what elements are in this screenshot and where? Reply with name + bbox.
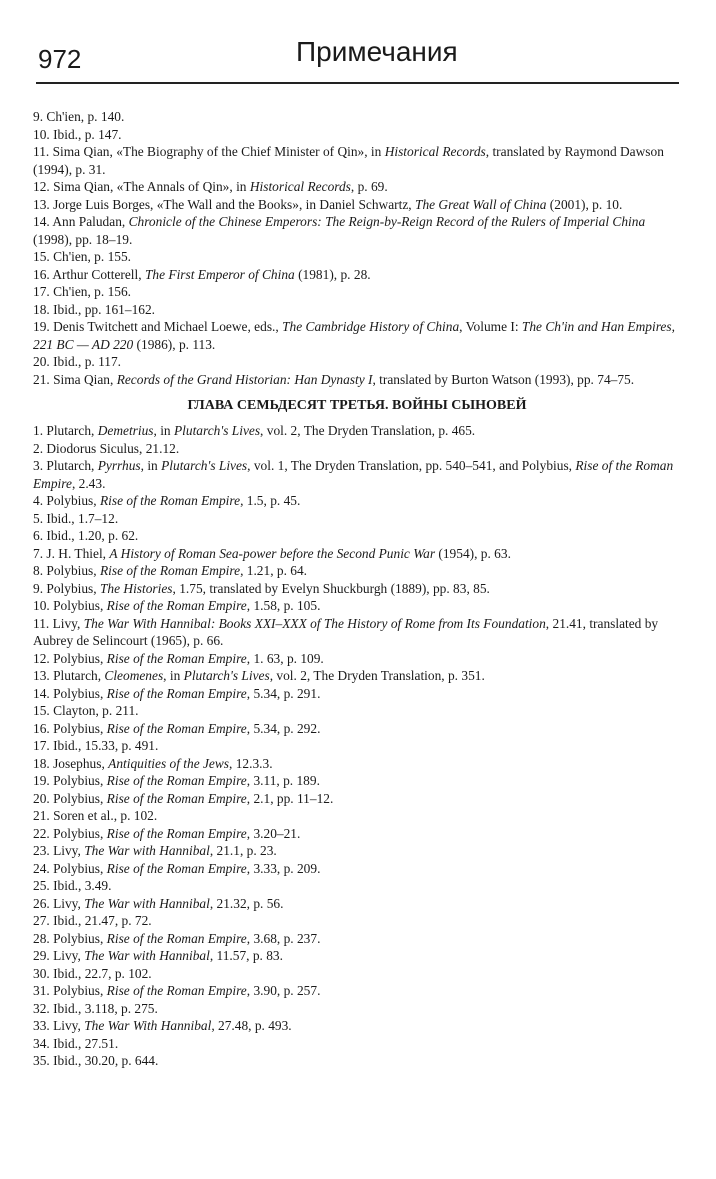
note-text: 18. Ibid., pp. 161–162. <box>33 301 155 317</box>
note-text: , 1. 63, p. 109. <box>246 650 324 666</box>
note-text: 13. Plutarch, <box>33 668 105 683</box>
notes-chapter-73 <box>33 422 681 1070</box>
note-text: 24. Polybius, <box>33 860 107 876</box>
note-text: 12. Sima Qian, «The Annals of Qin», in <box>33 179 250 194</box>
note-text: , 21.32, p. 56. <box>209 895 284 911</box>
note-text: , 1.5, p. 45. <box>240 493 301 508</box>
note-title-italic: Rise of the Roman Empire <box>106 598 247 613</box>
endnote-item <box>33 842 681 860</box>
note-title-italic: Pyrrhus <box>97 458 141 473</box>
endnote-item <box>33 178 681 196</box>
note-text: 35. Ibid., 30.20, p. 644. <box>33 1053 159 1068</box>
endnote-item <box>33 982 681 1000</box>
note-text: 9. Ch'ien, p. 140. <box>33 109 125 124</box>
note-title-italic: The War with Hannibal <box>84 948 210 963</box>
note-text: 11. Livy, <box>33 615 84 631</box>
endnote-item <box>33 1017 681 1035</box>
note-text: 20. Polybius, <box>33 790 107 806</box>
note-text: , 1.21, p. 64. <box>240 563 308 578</box>
endnote-item <box>33 790 681 808</box>
note-title-italic: Rise of the Roman Empire <box>99 563 241 578</box>
note-text: 3. Plutarch, <box>33 458 98 473</box>
note-title-italic: Rise of the Roman Empire <box>106 825 247 841</box>
note-title-italic: The Cambridge History of China <box>282 319 460 334</box>
note-text: 19. Denis Twitchett and Michael Loewe, eds., <box>33 319 283 334</box>
note-title-italic: The Histories <box>99 580 173 596</box>
note-text: , translated by Raymond Dawson (1994), p. 31. <box>33 144 664 177</box>
note-title-italic: Demetrius <box>97 423 154 438</box>
note-text: 1. Plutarch, <box>33 423 98 438</box>
note-text: 16. Polybius, <box>33 720 107 736</box>
note-text: 14. Ann Paludan, <box>33 214 129 229</box>
note-text: 19. Polybius, <box>33 773 107 788</box>
endnote-item <box>33 126 681 144</box>
note-title-italic: Rise of the Roman Empire <box>99 493 241 508</box>
endnote-item <box>33 912 681 930</box>
note-text: 7. J. H. Thiel, <box>33 545 110 561</box>
endnote-item <box>33 108 681 126</box>
note-text: , 27.48, p. 493. <box>211 1018 292 1033</box>
note-title-italic: Rise of the Roman Empire <box>106 860 247 876</box>
note-text: , 3.68, p. 237. <box>246 930 321 946</box>
note-text: 33. Livy, <box>33 1018 85 1033</box>
note-title-italic: The First Emperor of China <box>144 266 295 282</box>
note-text: 23. Livy, <box>33 843 85 858</box>
endnote-item <box>33 248 681 266</box>
note-text: , Volume I: <box>459 319 522 334</box>
note-title-italic: The War With Hannibal: Books XXI–XXX of The History of Rome from Its Foundation <box>83 615 546 631</box>
running-title: Примечания <box>296 36 458 67</box>
note-text: 17. Ch'ien, p. 156. <box>33 284 132 299</box>
note-text: 29. Livy, <box>33 948 85 963</box>
note-title-italic: The War with Hannibal <box>84 895 210 911</box>
note-text: 10. Polybius, <box>33 598 107 613</box>
endnote-item <box>33 301 681 319</box>
endnote-item <box>33 755 681 773</box>
endnote-item <box>33 457 681 492</box>
endnote-item <box>33 266 681 284</box>
endnote-item <box>33 545 681 563</box>
endnote-item <box>33 371 681 389</box>
note-title-italic: Plutarch's Lives <box>173 423 261 438</box>
note-title-italic: The War with Hannibal <box>84 843 210 858</box>
note-title-italic: Records of the Grand Historian: Han Dynasty I <box>116 371 373 387</box>
note-title-italic: The Ch'in and Han Empires, 221 BC — AD 220 <box>33 319 675 352</box>
endnote-item <box>33 807 681 825</box>
endnote-item <box>33 947 681 965</box>
note-title-italic: The Great Wall of China <box>415 196 547 212</box>
endnote-item <box>33 353 681 371</box>
note-title-italic: Rise of the Roman Empire <box>106 790 247 806</box>
endnote-item <box>33 580 681 598</box>
note-text: 9. Polybius, <box>33 580 100 596</box>
note-text: , p. 69. <box>350 179 388 194</box>
note-text: , vol. 1, The Dryden Translation, pp. 540–541, and Polybius, <box>247 458 576 473</box>
note-text: , 3.11, p. 189. <box>246 773 320 788</box>
note-text: , 2.43. <box>71 475 106 491</box>
note-title-italic: Rise of the Roman Empire <box>106 720 247 736</box>
note-text: 17. Ibid., 15.33, p. 491. <box>33 738 159 753</box>
note-text: 5. Ibid., 1.7–12. <box>33 510 119 526</box>
endnote-item <box>33 965 681 983</box>
note-text: , 1.75, translated by Evelyn Shuckburgh (1889), pp. 83, 85. <box>172 580 490 596</box>
endnote-item <box>33 213 681 248</box>
endnote-item <box>33 1052 681 1070</box>
note-text: , 5.34, p. 291. <box>246 685 321 701</box>
note-text: 4. Polybius, <box>33 493 100 508</box>
note-text: 15. Clayton, p. 211. <box>33 703 139 718</box>
note-text: 12. Polybius, <box>33 650 107 666</box>
endnote-item <box>33 562 681 580</box>
note-title-italic: Chronicle of the Chinese Emperors: The Reign-by-Reign Record of the Rulers of Imperial China <box>128 214 646 229</box>
note-text: 10. Ibid., p. 147. <box>33 126 122 142</box>
note-text: 20. Ibid., p. 117. <box>33 354 122 369</box>
endnote-item <box>33 440 681 458</box>
note-text: 26. Livy, <box>33 895 85 911</box>
note-text: 31. Polybius, <box>33 983 107 998</box>
chapter-heading: ГЛАВА СЕМЬДЕСЯТ ТРЕТЬЯ. ВОЙНЫ СЫНОВЕЙ <box>187 398 527 413</box>
note-title-italic: Plutarch's Lives <box>161 458 248 473</box>
endnote-item <box>33 825 681 843</box>
note-text: , translated by Burton Watson (1993), pp. 74–75. <box>372 371 635 387</box>
endnote-item <box>33 492 681 510</box>
note-text: 13. Jorge Luis Borges, «The Wall and the Books», in Daniel Schwartz, <box>33 196 415 212</box>
note-text: 8. Polybius, <box>33 563 100 578</box>
endnote-item <box>33 860 681 878</box>
note-text: , 3.20–21. <box>246 825 301 841</box>
note-text: (1954), p. 63. <box>435 545 511 561</box>
endnote-item <box>33 283 681 301</box>
note-text: 18. Josephus, <box>33 755 109 771</box>
note-text: 32. Ibid., 3.118, p. 275. <box>33 1000 158 1016</box>
note-text: , in <box>153 423 174 438</box>
note-title-italic: Rise of the Roman Empire <box>106 773 247 788</box>
endnote-item <box>33 702 681 720</box>
note-text: 15. Ch'ien, p. 155. <box>33 249 132 264</box>
endnote-item <box>33 510 681 528</box>
endnote-item <box>33 667 681 685</box>
note-text: 16. Arthur Cotterell, <box>33 266 145 282</box>
note-title-italic: Plutarch's Lives <box>183 668 270 683</box>
endnote-item <box>33 597 681 615</box>
note-text: , 21.41, translated by Aubrey de Selincourt (1965), p. 66. <box>33 615 659 648</box>
note-title-italic: A History of Roman Sea-power before the Second Punic War <box>109 545 436 561</box>
note-text: , 3.90, p. 257. <box>246 983 321 998</box>
note-text: 6. Ibid., 1.20, p. 62. <box>33 528 139 543</box>
note-title-italic: Rise of the Roman Empire <box>106 930 247 946</box>
note-text: 11. Sima Qian, «The Biography of the Chief Minister of Qin», in <box>33 144 385 159</box>
note-title-italic: Cleomenes <box>104 668 164 683</box>
note-text: (1981), p. 28. <box>294 266 371 282</box>
note-text: , 21.1, p. 23. <box>209 843 277 858</box>
endnote-item <box>33 1035 681 1053</box>
endnote-item <box>33 318 681 353</box>
note-text: , 5.34, p. 292. <box>246 720 321 736</box>
note-text: 28. Polybius, <box>33 930 107 946</box>
endnote-item <box>33 685 681 703</box>
note-text: 22. Polybius, <box>33 825 107 841</box>
note-text: , 1.58, p. 105. <box>246 598 321 613</box>
note-text: , 11.57, p. 83. <box>209 948 283 963</box>
endnote-item <box>33 650 681 668</box>
note-text: , 3.33, p. 209. <box>246 860 321 876</box>
note-text: , in <box>163 668 184 683</box>
note-title-italic: Rise of the Roman Empire <box>106 650 247 666</box>
note-title-italic: Rise of the Roman Empire <box>106 685 247 701</box>
endnote-item <box>33 737 681 755</box>
endnote-item <box>33 895 681 913</box>
header-rule <box>36 82 679 84</box>
note-text: 21. Soren et al., p. 102. <box>33 808 158 823</box>
notes-previous-chapter <box>33 108 681 388</box>
note-title-italic: Rise of the Roman Empire <box>33 458 674 491</box>
note-text: 27. Ibid., 21.47, p. 72. <box>33 913 152 928</box>
endnote-item <box>33 772 681 790</box>
endnote-item <box>33 930 681 948</box>
note-title-italic: Rise of the Roman Empire <box>106 983 247 998</box>
endnote-item <box>33 877 681 895</box>
note-title-italic: Historical Records <box>249 179 351 194</box>
endnote-item <box>33 422 681 440</box>
note-title-italic: Historical Records <box>384 144 486 159</box>
note-text: 25. Ibid., 3.49. <box>33 878 112 893</box>
note-text: 30. Ibid., 22.7, p. 102. <box>33 965 152 981</box>
note-text: (2001), p. 10. <box>546 196 623 212</box>
endnote-item <box>33 720 681 738</box>
note-text: , 12.3.3. <box>229 755 273 771</box>
endnote-item <box>33 527 681 545</box>
note-text: 34. Ibid., 27.51. <box>33 1035 119 1051</box>
note-title-italic: Antiquities of the Jews <box>108 755 230 771</box>
page-number: 972 <box>38 44 82 74</box>
note-text: (1986), p. 113. <box>133 336 216 352</box>
note-text: , vol. 2, The Dryden Translation, p. 351. <box>269 668 485 683</box>
note-text: , vol. 2, The Dryden Translation, p. 465. <box>260 423 476 438</box>
endnote-item <box>33 196 681 214</box>
endnote-item <box>33 1000 681 1018</box>
endnote-item <box>33 615 681 650</box>
note-title-italic: The War With Hannibal <box>84 1018 212 1033</box>
note-text: 14. Polybius, <box>33 685 107 701</box>
note-text: 21. Sima Qian, <box>33 371 117 387</box>
note-text: 2. Diodorus Siculus, 21.12. <box>33 440 180 456</box>
endnotes <box>33 108 681 1070</box>
endnote-item <box>33 143 681 178</box>
note-text: (1998), pp. 18–19. <box>33 231 133 247</box>
note-text: , 2.1, pp. 11–12. <box>246 790 334 806</box>
note-text: , in <box>140 458 162 473</box>
